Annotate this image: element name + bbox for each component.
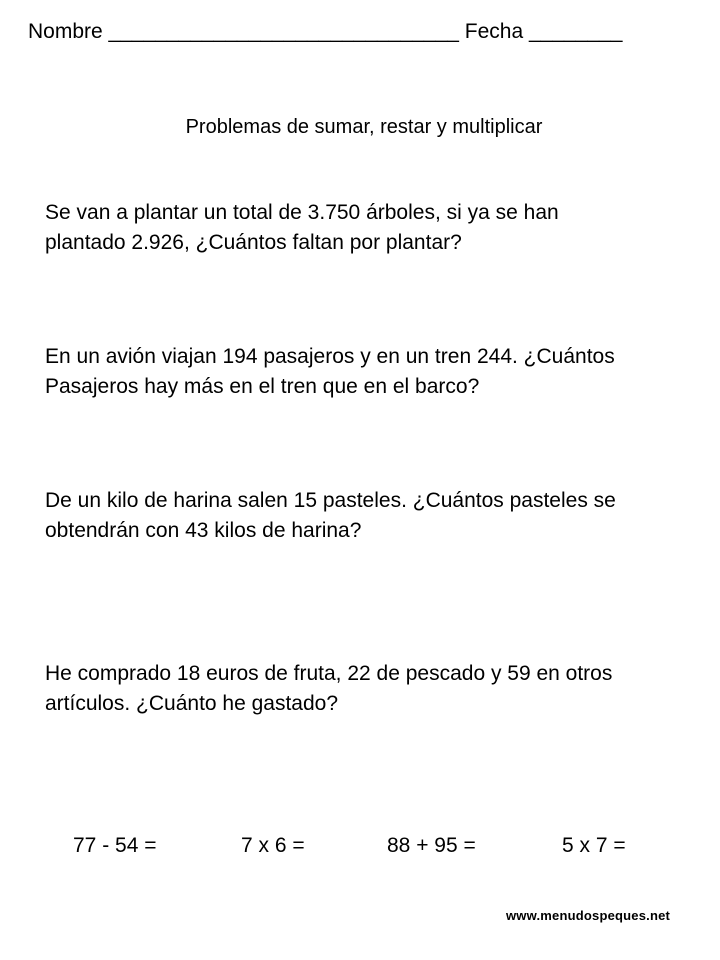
footer-url: www.menudospeques.net bbox=[506, 908, 671, 923]
problem-1 bbox=[45, 198, 715, 258]
name-label: Nombre bbox=[28, 20, 103, 43]
operations-row bbox=[0, 834, 720, 864]
name-blank: ______________________________ bbox=[108, 20, 459, 43]
operation: 7 x 6 = bbox=[241, 834, 305, 857]
problem-4 bbox=[45, 659, 715, 719]
problem-line: Se van a plantar un total de 3.750 árboles, si ya se han bbox=[45, 201, 559, 224]
problem-line: artículos. ¿Cuánto he gastado? bbox=[45, 692, 339, 715]
operation: 5 x 7 = bbox=[562, 834, 626, 857]
problem-line: obtendrán con 43 kilos de harina? bbox=[45, 519, 362, 542]
problem-line: He comprado 18 euros de fruta, 22 de pescado y 59 en otros bbox=[45, 662, 613, 685]
header-line bbox=[28, 20, 622, 44]
date-label: Fecha bbox=[464, 20, 524, 43]
problem-2 bbox=[45, 342, 715, 402]
problem-3 bbox=[45, 486, 715, 546]
problem-line: Pasajeros hay más en el tren que en el barco? bbox=[45, 375, 480, 398]
operation: 88 + 95 = bbox=[387, 834, 476, 857]
problem-line: De un kilo de harina salen 15 pasteles. ¿Cuántos pasteles se bbox=[45, 489, 616, 512]
date-blank: ________ bbox=[529, 20, 623, 43]
worksheet-title: Problemas de sumar, restar y multiplicar bbox=[185, 116, 543, 138]
problem-line: plantado 2.926, ¿Cuántos faltan por plantar? bbox=[45, 231, 462, 254]
operation: 77 - 54 = bbox=[73, 834, 157, 857]
problem-line: En un avión viajan 194 pasajeros y en un tren 244. ¿Cuántos bbox=[45, 345, 615, 368]
